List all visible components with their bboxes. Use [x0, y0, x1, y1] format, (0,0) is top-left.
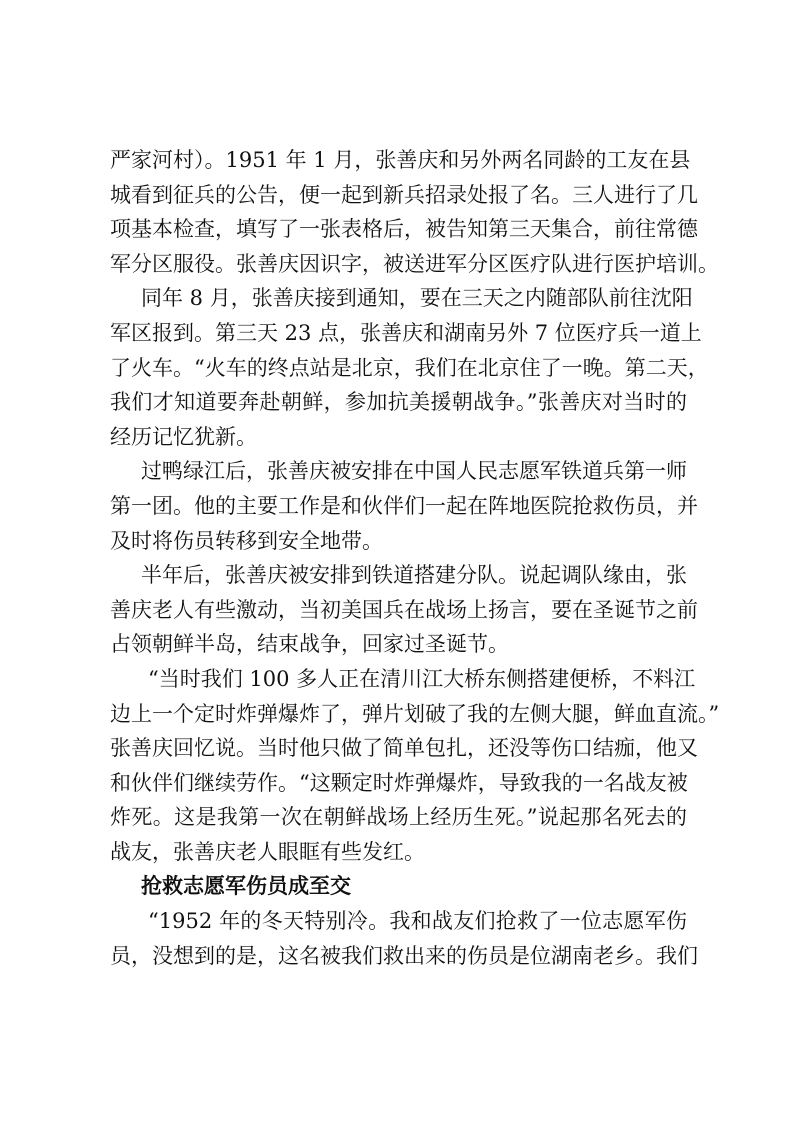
heading-text: 抢救志愿军伤员成至交 — [141, 873, 351, 899]
text-line: 经历记忆犹新。 — [110, 424, 257, 449]
paragraph — [110, 662, 720, 870]
text-line: 善庆老人有些激动，当初美国兵在战场上扬言，要在圣诞节之前 — [110, 597, 698, 622]
paragraph — [110, 454, 698, 558]
paragraph — [110, 558, 698, 662]
document-page — [110, 143, 720, 973]
text-line: 和伙伴们继续劳作。“这颗定时炸弹爆炸，导致我的一名战友被 — [110, 770, 688, 795]
text-line: 军区报到。第三天 23 点，张善庆和湖南另外 7 位医疗兵一道上 — [110, 320, 702, 345]
paragraph — [110, 281, 709, 454]
text-line: 员，没想到的是，这名被我们救出来的伤员是位湖南老乡。我们 — [110, 943, 698, 968]
text-line: 战友，张善庆老人眼眶有些发红。 — [110, 839, 425, 864]
text-line: “当时我们 100 多人正在清川江大桥东侧搭建便桥，不料江 — [148, 666, 696, 691]
text-line: 我们才知道要奔赴朝鲜，参加抗美援朝战争。”张善庆对当时的 — [110, 390, 687, 415]
text-line: 了火车。“火车的终点站是北京，我们在北京住了一晚。第二天， — [110, 355, 709, 380]
text-line: 城看到征兵的公告，便一起到新兵招录处报了名。三人进行了几 — [110, 182, 698, 207]
text-line: 第一团。他的主要工作是和伙伴们一起在阵地医院抢救伤员，并 — [110, 493, 698, 518]
text-line: 占领朝鲜半岛，结束战争，回家过圣诞节。 — [110, 632, 509, 657]
text-line: 项基本检查，填写了一张表格后，被告知第三天集合，前往常德 — [110, 217, 698, 242]
text-line: 军分区服役。张善庆因识字，被送进军分区医疗队进行医护培训。 — [110, 251, 719, 276]
text-line: 过鸭绿江后，张善庆被安排在中国人民志愿军铁道兵第一师 — [141, 459, 687, 484]
text-line: 同年 8 月，张善庆接到通知，要在三天之内随部队前往沈阳 — [141, 286, 693, 311]
text-line: 边上一个定时炸弹爆炸了，弹片划破了我的左侧大腿，鲜血直流。” — [110, 701, 720, 726]
text-line: 及时将伤员转移到安全地带。 — [110, 528, 383, 553]
text-line: 张善庆回忆说。当时他只做了简单包扎，还没等伤口结痂，他又 — [110, 736, 698, 761]
text-line: “1952 年的冬天特别冷。我和战友们抢救了一位志愿军伤 — [148, 909, 687, 934]
text-line: 严家河村）。1951 年 1 月，张善庆和另外两名同龄的工友在县 — [110, 148, 691, 172]
paragraph — [110, 904, 698, 973]
section-heading — [110, 869, 687, 904]
paragraph — [110, 143, 719, 281]
text-line: 炸死。这是我第一次在朝鲜战场上经历生死。”说起那名死去的 — [110, 805, 687, 830]
text-line: 半年后，张善庆被安排到铁道搭建分队。说起调队缘由，张 — [141, 563, 687, 588]
